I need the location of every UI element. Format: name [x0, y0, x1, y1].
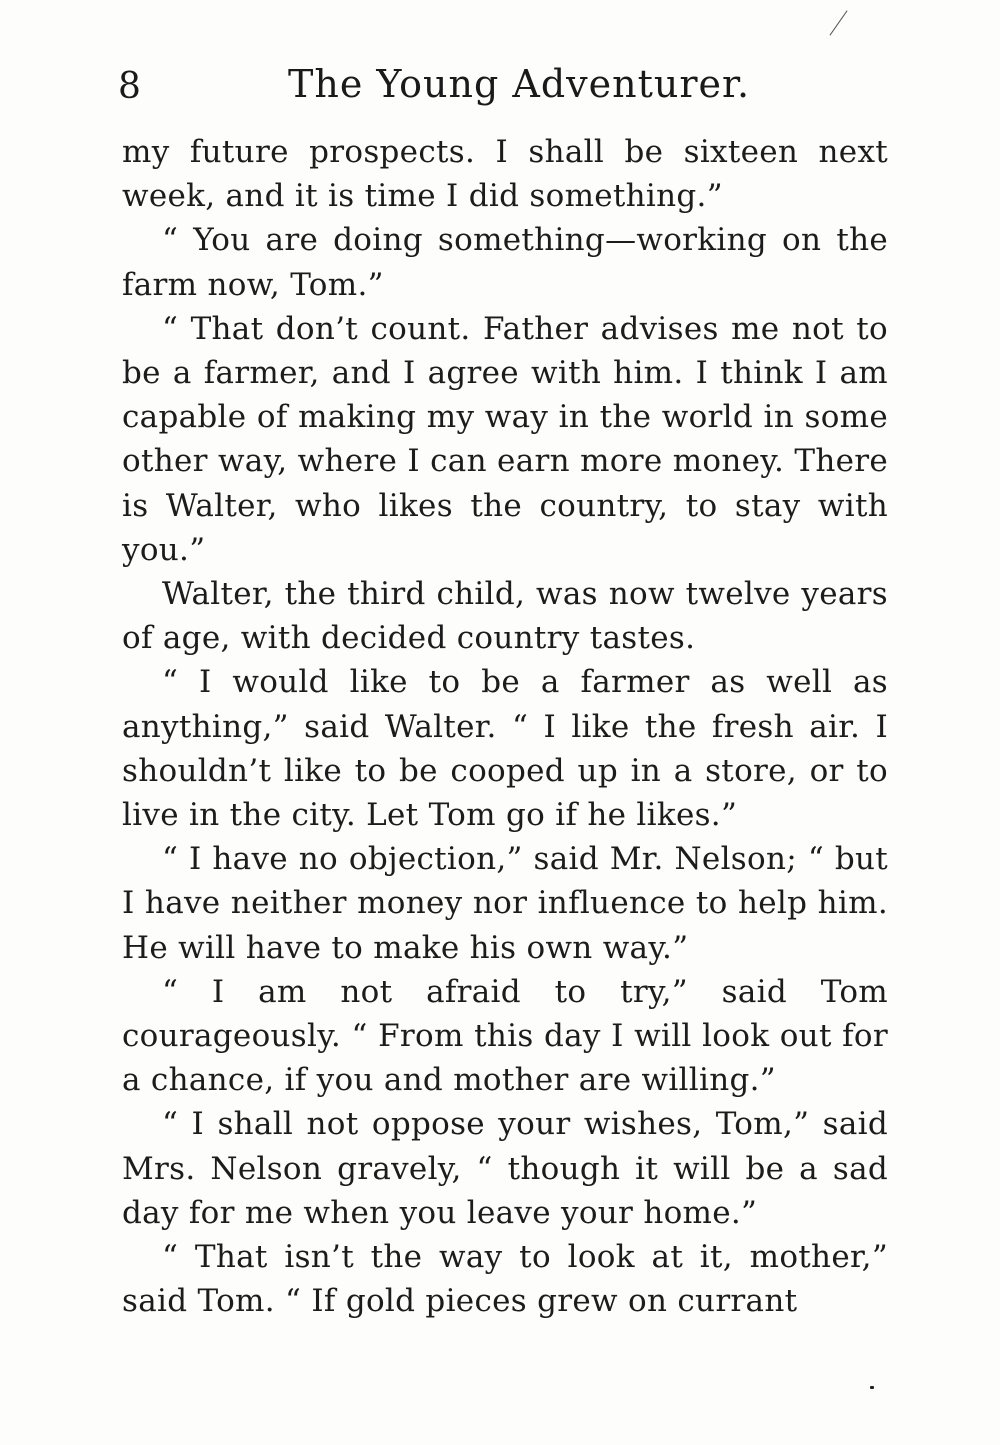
paragraph: “ That isn’t the way to look at it, mother,” said Tom. “ If gold pieces grew on currant [122, 1239, 888, 1320]
paragraph: my future prospects. I shall be sixteen next week, and it is time I did something.” [122, 134, 888, 215]
paragraph: “ You are doing something—working on the farm now, Tom.” [122, 222, 888, 303]
ink-speck-mark [870, 1386, 874, 1389]
paragraph: “ I would like to be a farmer as well as anything,” said Walter. “ I like the fresh air. I shouldn’t like to be cooped up in a store, or to live in the city. Let Tom go if he likes.” [122, 664, 888, 834]
running-header [118, 62, 888, 112]
paragraph: “ I am not afraid to try,” said Tom courageously. “ From this day I will look out for a chance, if you and mother are willing.” [122, 973, 888, 1099]
paragraph: Walter, the third child, was now twelve years of age, with decided country tastes. [122, 576, 888, 657]
paragraph: “ I shall not oppose your wishes, Tom,” said Mrs. Nelson gravely, “ though it will be a sad day for me when you leave your home.” [122, 1106, 888, 1231]
paragraph: “ That don’t count. Father advises me not to be a farmer, and I agree with him. I think I am capable of making my way in the world in some other way, where I can earn more money. There is Walter, who likes the country, to stay with you.” [122, 310, 888, 568]
paragraph: “ I have no objection,” said Mr. Nelson; “ but I have neither money nor influence to help him. He will have to make his own way.” [122, 841, 888, 966]
pencil-stroke-mark [829, 10, 847, 35]
page-number: 8 [118, 66, 141, 107]
running-title: The Young Adventurer. [288, 62, 751, 106]
body-text [122, 130, 888, 1323]
